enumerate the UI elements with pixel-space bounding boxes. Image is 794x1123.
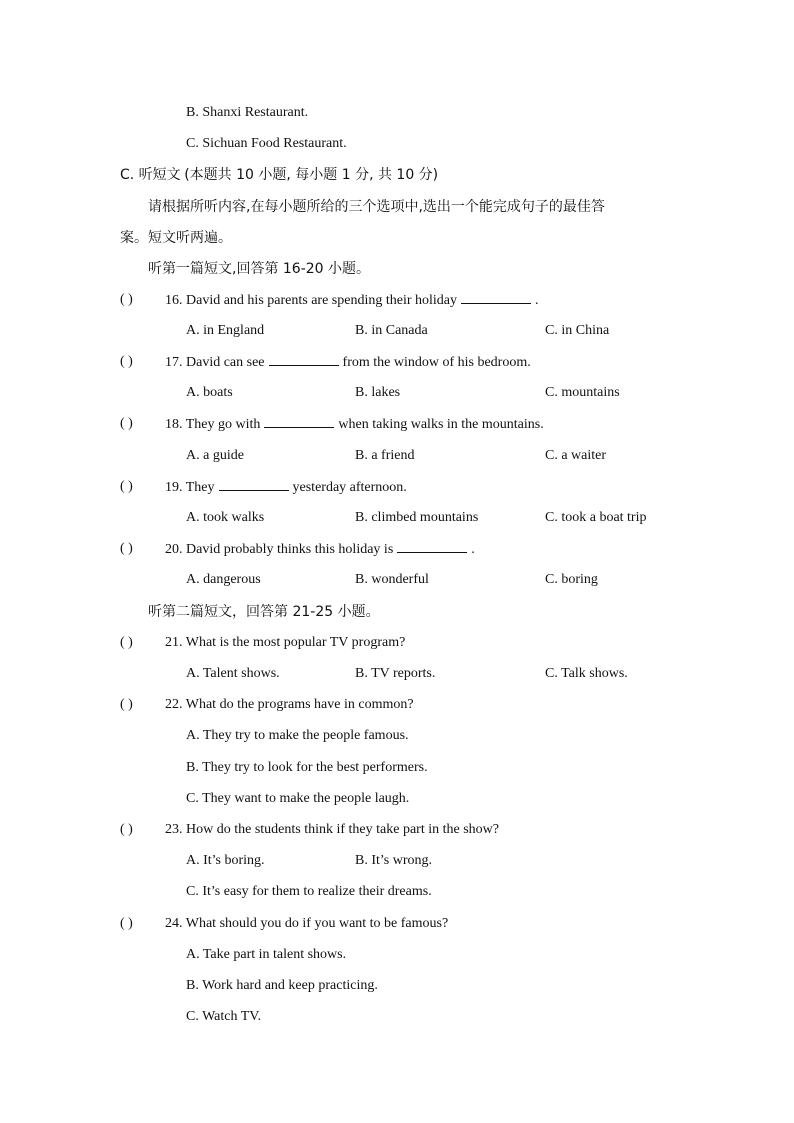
option-a: A. boats [186, 385, 233, 400]
question-stem-end: . [471, 542, 475, 557]
option-a: A. took walks [186, 510, 265, 525]
option-b: B. a friend [355, 448, 415, 463]
question-stem: 18. They go with [165, 417, 261, 432]
answer-paren[interactable]: ( ) [120, 292, 133, 307]
option-a: A. It’s boring. [186, 853, 265, 868]
answer-paren[interactable]: ( ) [120, 635, 133, 650]
question-stem-end: when taking walks in the mountains. [338, 417, 544, 432]
option-c: C. Talk shows. [545, 666, 628, 681]
question-text: 24. What should you do if you want to be famous? [165, 916, 449, 931]
question-text: 22. What do the programs have in common? [165, 697, 414, 712]
answer-paren[interactable]: ( ) [120, 541, 133, 556]
section-c-title: C. 听短文 [120, 167, 181, 183]
question-stem-end: from the window of his bedroom. [342, 355, 531, 370]
option-c: C. a waiter [545, 448, 607, 463]
option-c: C. It’s easy for them to realize their dreams. [186, 884, 432, 899]
option-c: C. They want to make the people laugh. [186, 791, 410, 806]
option-b: B. Work hard and keep practicing. [186, 978, 378, 993]
option-a: A. a guide [186, 448, 244, 463]
section-c-heading [120, 166, 438, 185]
option-b: B. TV reports. [355, 666, 436, 681]
question-stem: 20. David probably thinks this holiday is [165, 542, 394, 557]
answer-blank [264, 415, 334, 428]
option-b-shanxi: B. Shanxi Restaurant. [186, 105, 309, 120]
question-stem-end: . [534, 293, 539, 308]
question-text: 21. What is the most popular TV program? [165, 635, 406, 650]
answer-blank [397, 540, 467, 553]
passage1-heading: 听第一篇短文,回答第 16-20 小题。 [148, 261, 371, 277]
option-c: C. boring [545, 572, 598, 587]
option-c: C. took a boat trip [545, 510, 647, 525]
option-c: C. Watch TV. [186, 1009, 262, 1024]
question-text [165, 353, 531, 372]
option-a: A. dangerous [186, 572, 261, 587]
question-stem: 17. David can see [165, 355, 265, 370]
option-b: B. It’s wrong. [355, 853, 432, 868]
option-a: A. They try to make the people famous. [186, 728, 409, 743]
question-stem: 19. They [165, 480, 215, 495]
option-a: A. Take part in talent shows. [186, 947, 347, 962]
option-b: B. climbed mountains [355, 510, 479, 525]
question-text [165, 415, 544, 434]
question-text [165, 478, 407, 497]
section-c-rule: (本题共 10 小题, 每小题 1 分, 共 10 分) [184, 167, 439, 183]
question-stem-end: yesterday afternoon. [292, 480, 407, 495]
option-c: C. in China [545, 323, 610, 338]
answer-blank [219, 478, 289, 491]
answer-paren[interactable]: ( ) [120, 822, 133, 837]
option-b: B. in Canada [355, 323, 428, 338]
question-text [165, 540, 475, 559]
option-a: A. in England [186, 323, 265, 338]
option-c-sichuan: C. Sichuan Food Restaurant. [186, 136, 347, 151]
passage2-heading: 听第二篇短文，回答第 21-25 小题。 [148, 604, 380, 620]
answer-blank [269, 353, 339, 366]
section-c-instruction-line1: 请根据所听内容,在每小题所给的三个选项中,选出一个能完成句子的最佳答 [148, 199, 605, 215]
answer-paren[interactable]: ( ) [120, 916, 133, 931]
answer-paren[interactable]: ( ) [120, 354, 133, 369]
answer-paren[interactable]: ( ) [120, 416, 133, 431]
answer-blank [461, 291, 531, 304]
question-text [165, 291, 538, 310]
option-b: B. They try to look for the best performers. [186, 760, 428, 775]
option-c: C. mountains [545, 385, 620, 400]
option-b: B. wonderful [355, 572, 429, 587]
option-a: A. Talent shows. [186, 666, 280, 681]
section-c-instruction-line2: 案。短文听两遍。 [120, 230, 232, 246]
question-text: 23. How do the students think if they take part in the show? [165, 822, 499, 837]
answer-paren[interactable]: ( ) [120, 697, 133, 712]
option-b: B. lakes [355, 385, 401, 400]
question-stem: 16. David and his parents are spending their holiday [165, 293, 457, 308]
answer-paren[interactable]: ( ) [120, 479, 133, 494]
